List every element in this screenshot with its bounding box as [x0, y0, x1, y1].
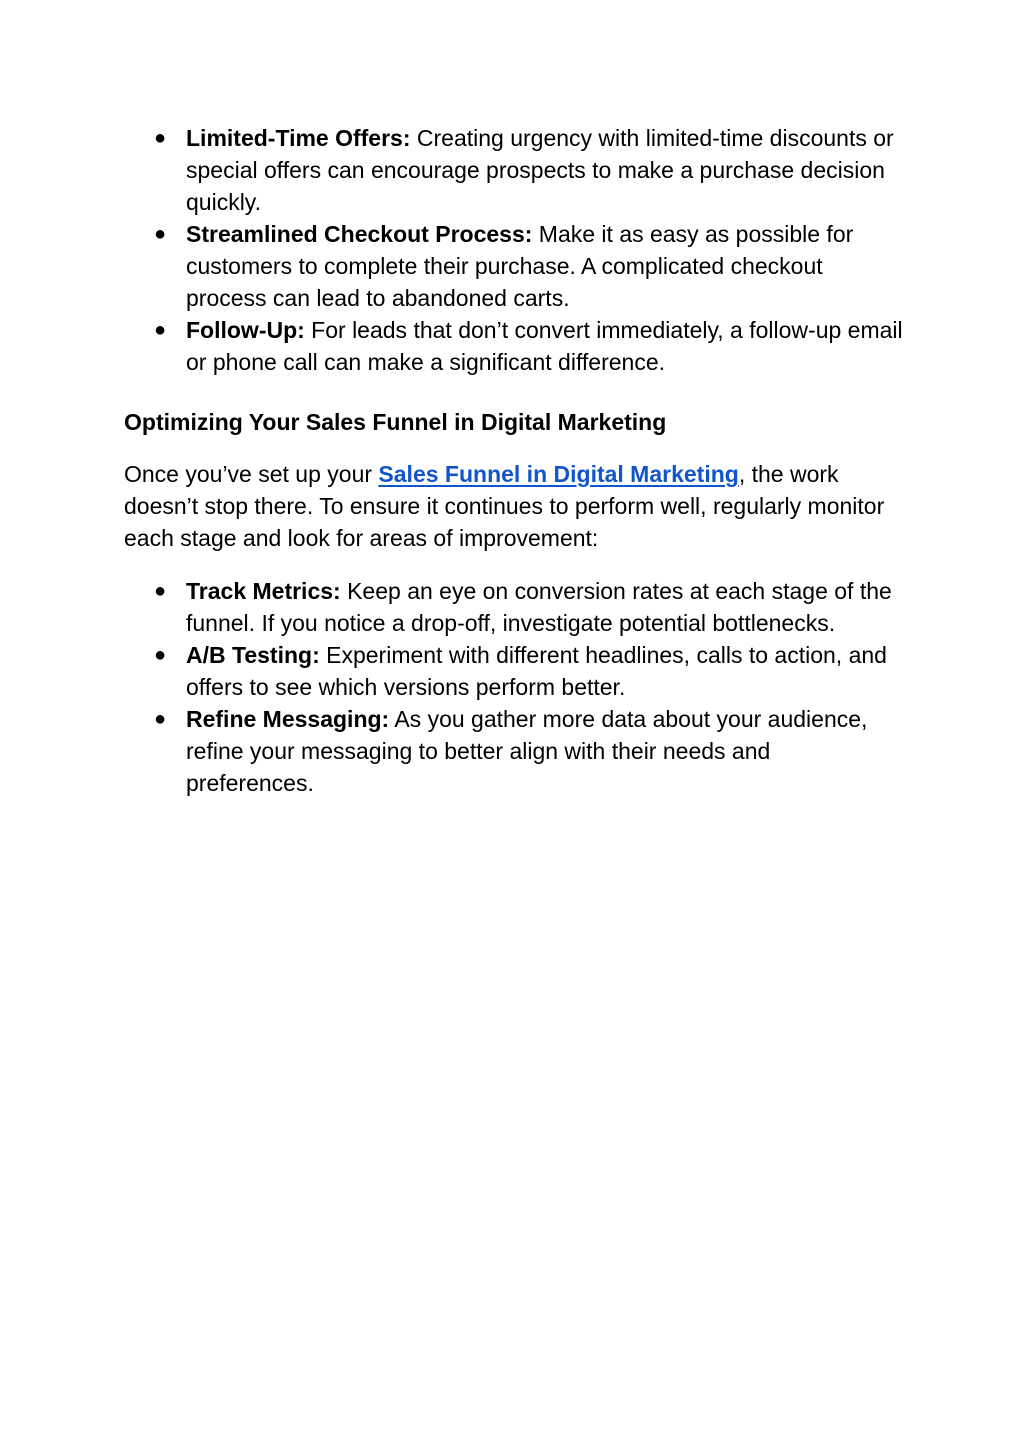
item-text: Creating urgency with limited-time discounts or special offers can encourage prospects to make a purchase decision quickly. [186, 125, 894, 215]
item-text: Keep an eye on conversion rates at each stage of the funnel. If you notice a drop-off, investigate potential bottlenecks. [186, 578, 892, 636]
list-item [124, 122, 904, 218]
bullet-icon: ● [154, 644, 167, 666]
list-item [124, 314, 904, 378]
item-term: Streamlined Checkout Process: [186, 221, 533, 247]
item-text: For leads that don’t convert immediately, a follow-up email or phone call can make a significant difference. [186, 317, 903, 375]
bullet-icon: ● [154, 580, 167, 602]
item-text: Make it as easy as possible for customers to complete their purchase. A complicated checkout process can lead to abandoned carts. [186, 221, 854, 311]
bullet-icon: ● [154, 127, 167, 149]
item-term: Follow-Up: [186, 317, 305, 343]
tactics-list [124, 122, 904, 378]
document-content [124, 122, 904, 799]
sales-funnel-link[interactable]: Sales Funnel in Digital Marketing [378, 461, 739, 487]
item-term: Refine Messaging: [186, 706, 390, 732]
list-item [124, 639, 904, 703]
paragraph-text-before-link: Once you’ve set up your [124, 461, 379, 487]
item-term: Track Metrics: [186, 578, 341, 604]
paragraph-text-after-link: , the work doesn’t stop there. To ensure it continues to perform well, regularly monitor each stage and look for areas of improvement: [124, 461, 885, 551]
list-item [124, 218, 904, 314]
intro-paragraph [124, 458, 904, 554]
bullet-icon: ● [154, 223, 167, 245]
list-item [124, 575, 904, 639]
optimization-list [124, 575, 904, 799]
item-term: Limited-Time Offers: [186, 125, 411, 151]
item-text: As you gather more data about your audience, refine your messaging to better align with their needs and preferences. [186, 706, 868, 796]
item-text: Experiment with different headlines, calls to action, and offers to see which versions perform better. [186, 642, 887, 700]
list-item [124, 703, 904, 799]
bullet-icon: ● [154, 319, 167, 341]
section-heading: Optimizing Your Sales Funnel in Digital Marketing [124, 409, 667, 435]
bullet-icon: ● [154, 708, 167, 730]
item-term: A/B Testing: [186, 642, 320, 668]
